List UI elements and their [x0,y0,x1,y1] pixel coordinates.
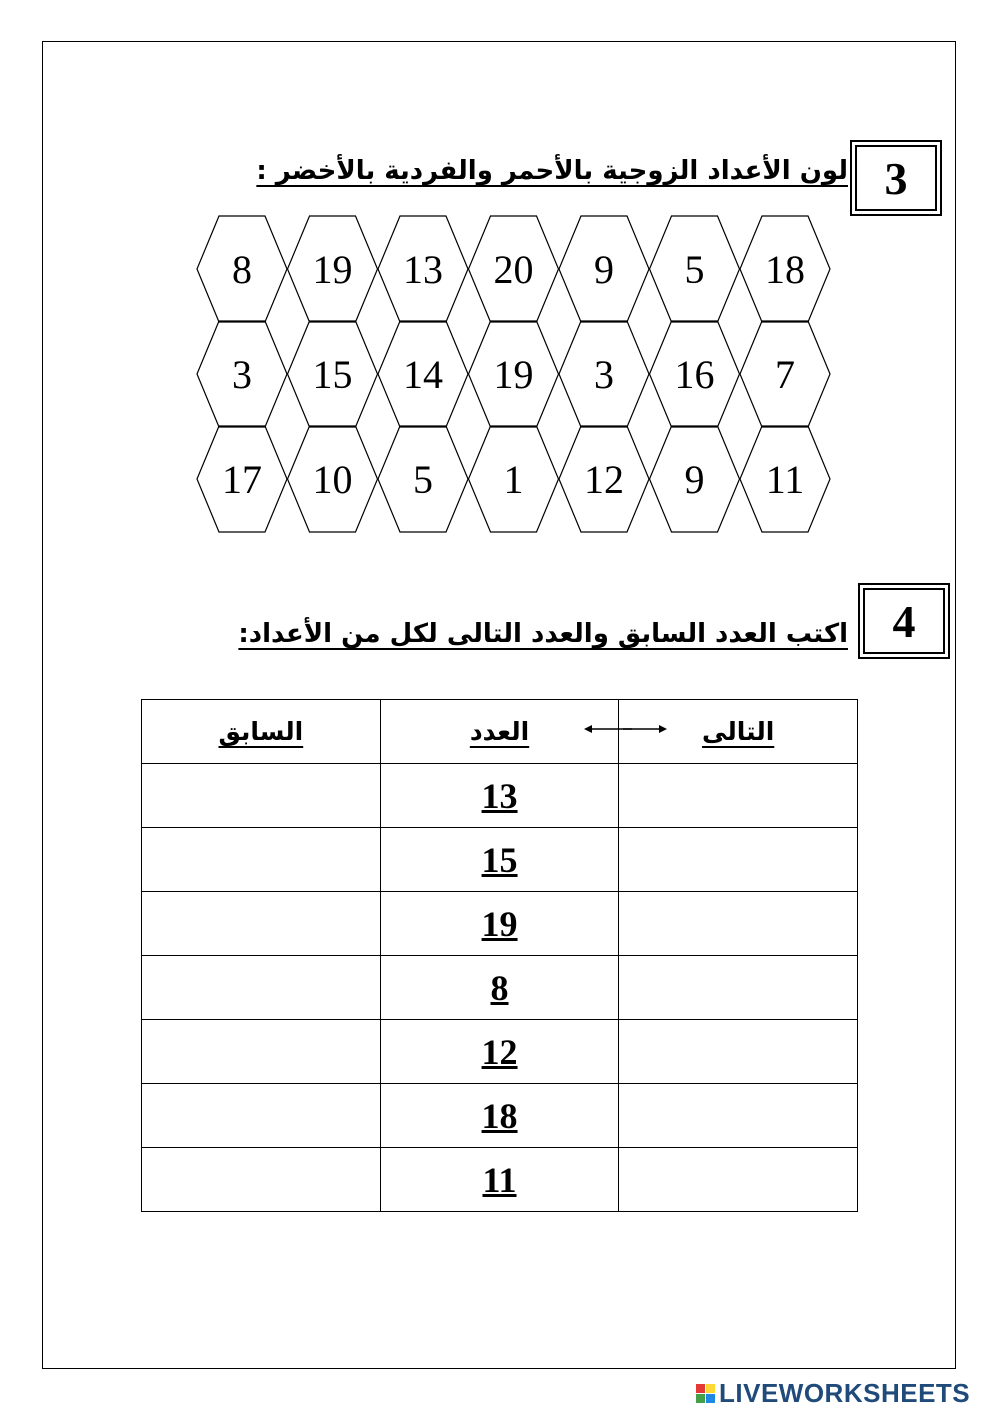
hexagon-cell[interactable] [288,426,378,532]
number-cell: 12 [380,1020,619,1084]
header-previous [142,700,381,764]
header-number-label: العدد [469,717,530,746]
hexagon-cell[interactable] [197,426,287,532]
hexagon-number: 5 [684,247,705,292]
table-row [142,956,858,1020]
hexagon-cell[interactable] [197,216,287,322]
previous-answer-cell[interactable] [142,1148,381,1212]
table-header-row [142,700,858,764]
number-cell: 18 [380,1084,619,1148]
hexagon-number: 13 [403,247,443,292]
next-answer-cell[interactable] [619,1084,858,1148]
hexagon-number: 3 [232,352,252,397]
hexagon-cell[interactable] [740,426,830,532]
next-answer-cell[interactable] [619,764,858,828]
arrow-left-icon [584,722,634,736]
header-previous-label: السابق [218,717,304,746]
hexagon-number: 1 [503,457,524,502]
logo-text: LIVEWORKSHEETS [719,1378,971,1408]
hexagon-grid [0,0,1000,560]
next-answer-cell[interactable] [619,828,858,892]
question-4-number-box [858,583,950,659]
hexagon-number: 19 [312,247,353,292]
number-cell: 8 [380,956,619,1020]
hexagon-cell[interactable] [650,426,740,532]
hexagon-number: 16 [674,352,715,397]
next-answer-cell[interactable] [619,1148,858,1212]
hexagon-cell[interactable] [650,321,740,427]
hexagon-cell[interactable] [650,216,740,322]
hexagon-number: 3 [594,352,614,397]
question-3-number: 3 [884,152,908,204]
hexagon-number: 11 [765,457,805,502]
hexagon-number: 20 [493,247,534,292]
table-row [142,892,858,956]
next-answer-cell[interactable] [619,1020,858,1084]
hexagon-number: 17 [222,457,262,502]
header-number [380,700,619,764]
hexagon-cell[interactable] [469,216,559,322]
table-row [142,828,858,892]
header-next-label: التالى [702,717,775,746]
hexagon-cell[interactable] [559,426,649,532]
hexagon-cell[interactable] [469,426,559,532]
number-cell: 19 [380,892,619,956]
logo-square [706,1394,715,1403]
number-cell: 15 [380,828,619,892]
logo-square [696,1394,705,1403]
number-cell: 11 [380,1148,619,1212]
previous-answer-cell[interactable] [142,892,381,956]
logo-square [706,1384,715,1393]
previous-answer-cell[interactable] [142,764,381,828]
hexagon-number: 10 [312,457,353,502]
table-row [142,1148,858,1212]
hexagon-cell[interactable] [740,216,830,322]
hexagon-number: 9 [684,457,705,502]
previous-answer-cell[interactable] [142,1020,381,1084]
hexagon-number: 7 [775,352,795,397]
hexagon-cell[interactable] [559,216,649,322]
number-cell: 13 [380,764,619,828]
previous-answer-cell[interactable] [142,1084,381,1148]
question-4-number: 4 [892,595,916,647]
hexagon-cell[interactable] [469,321,559,427]
table-row [142,1020,858,1084]
liveworksheets-logo [696,1378,970,1409]
hexagon-number: 18 [765,247,805,292]
logo-square [696,1384,705,1393]
hexagon-number: 14 [403,352,443,397]
previous-answer-cell[interactable] [142,956,381,1020]
hexagon-cell[interactable] [288,216,378,322]
hexagon-number: 19 [493,352,534,397]
question-3-instruction: لون الأعداد الزوجية بالأحمر والفردية بالأخضر : [256,156,848,186]
hexagon-cell[interactable] [378,426,468,532]
hexagon-cell[interactable] [559,321,649,427]
hexagon-cell[interactable] [288,321,378,427]
numbers-table [141,699,858,1212]
hexagon-number: 12 [584,457,624,502]
hexagon-number: 8 [232,247,252,292]
hexagon-cell[interactable] [378,321,468,427]
hexagon-number: 15 [312,352,353,397]
hexagon-number: 5 [413,457,433,502]
hexagon-cell[interactable] [740,321,830,427]
previous-answer-cell[interactable] [142,828,381,892]
hexagon-number: 9 [594,247,614,292]
question-4-instruction: اكتب العدد السابق والعدد التالى لكل من الأعداد: [238,619,848,649]
hexagon-cell[interactable] [378,216,468,322]
header-next [619,700,858,764]
table-row [142,764,858,828]
logo-mark-icon [696,1384,715,1403]
next-answer-cell[interactable] [619,892,858,956]
table-row [142,1084,858,1148]
hexagon-cell[interactable] [197,321,287,427]
next-answer-cell[interactable] [619,956,858,1020]
